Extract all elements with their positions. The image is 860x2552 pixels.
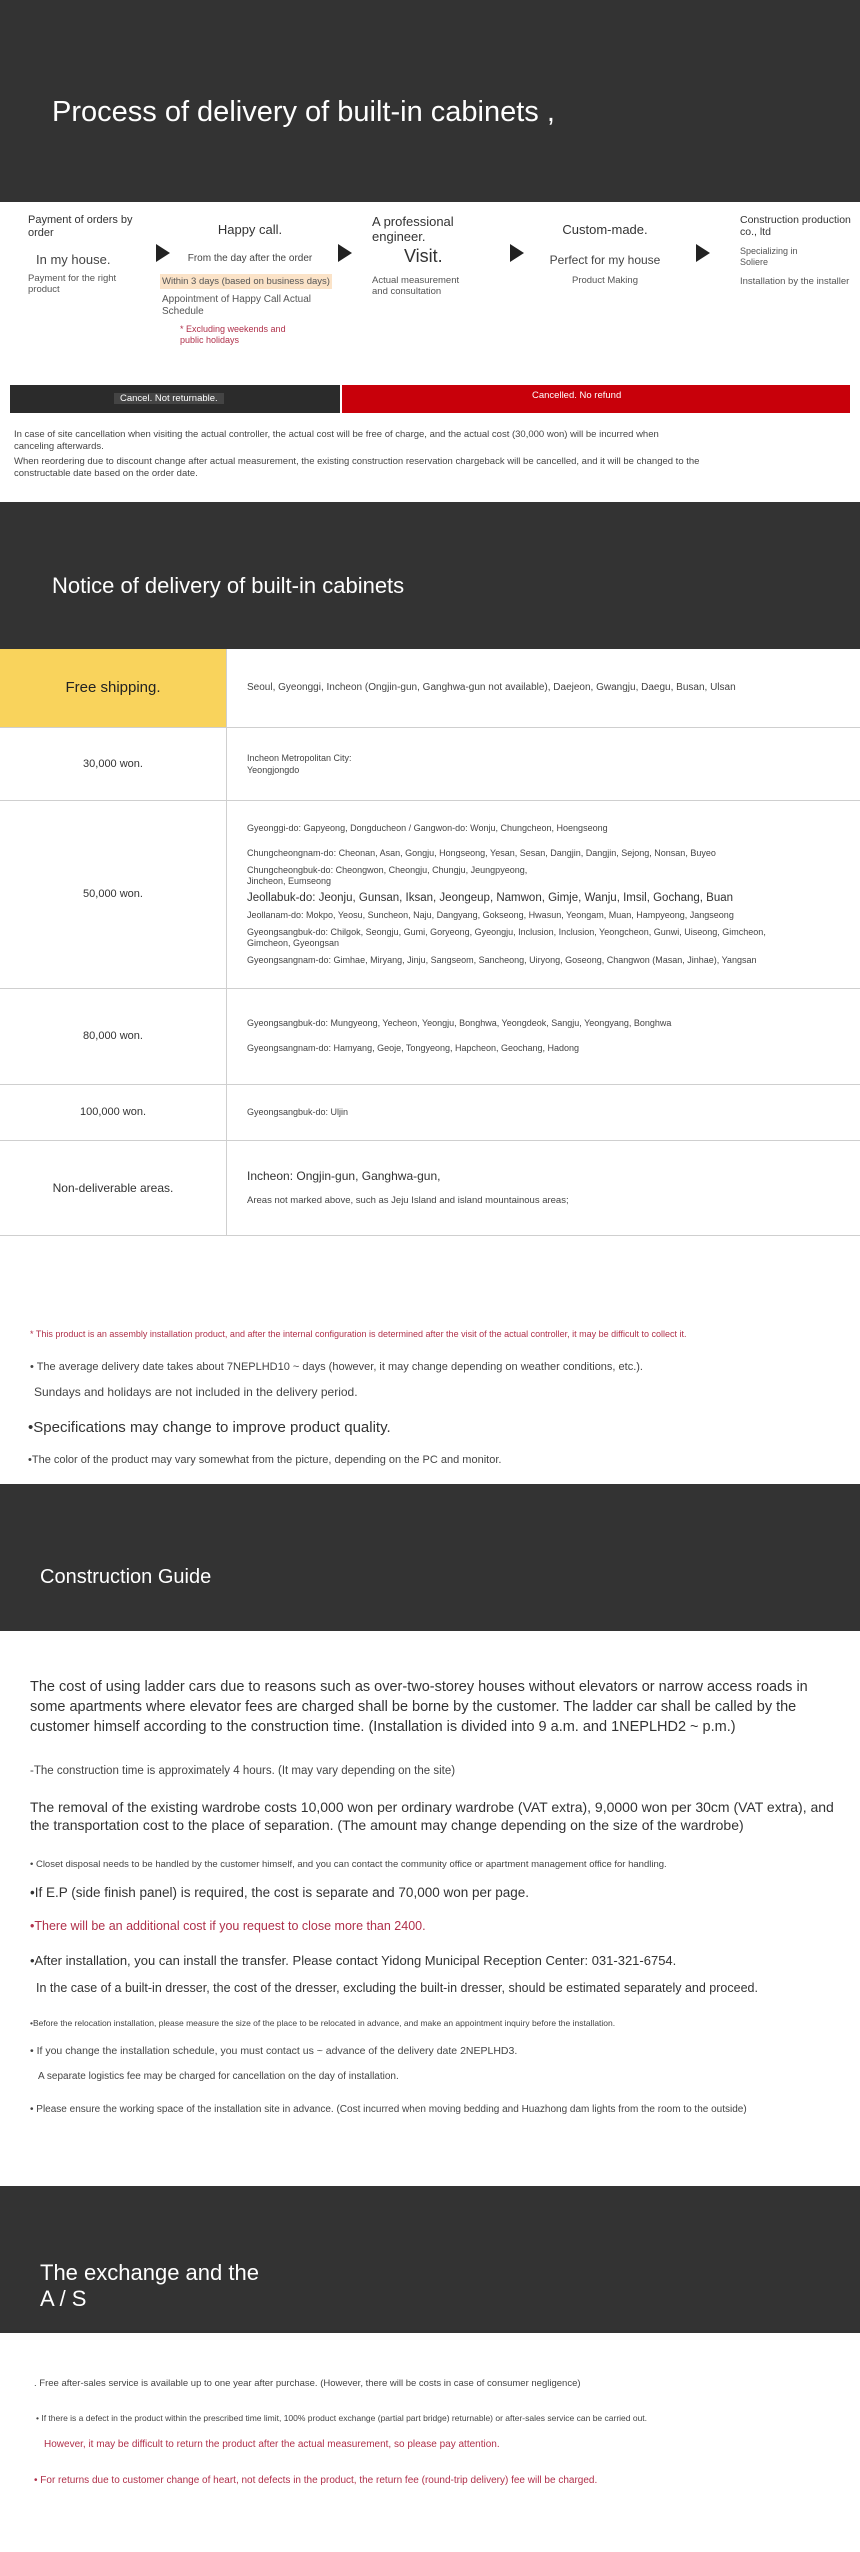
- table-row: [0, 988, 860, 1084]
- step-title: Payment of orders by order: [28, 214, 133, 239]
- regions-text: Incheon Metropolitan City: Yeongjongdo: [247, 752, 352, 775]
- return-difficulty-note: However, it may be difficult to return the product after the actual measurement, so please pay attention.: [44, 2439, 500, 2450]
- step-custom-made: [530, 222, 680, 286]
- exchange-as-section: [0, 2333, 860, 2520]
- process-title: Process of delivery of built-in cabinets ,: [52, 96, 555, 128]
- step-desc: Actual measurement and consultation: [372, 275, 460, 297]
- transfer-install-guide: •After installation, you can install the transfer. Please contact Yidong Municipal Reception Center: 031-321-6754.: [30, 1953, 677, 1968]
- region-line: Areas not marked above, such as Jeju Island and island mountainous areas;: [247, 1195, 569, 1206]
- region-line: Gyeongsangbuk-do: Mungyeong, Yecheon, Yeongju, Bonghwa, Yeongdeok, Sangju, Yeongyang, Bonghwa: [247, 1018, 672, 1028]
- table-row: [0, 1140, 860, 1235]
- closet-disposal-guide: • Closet disposal needs to be handled by the customer himself, and you can contact the community office or apartment management office for handling.: [30, 1859, 667, 1870]
- step-title: Happy call.: [217, 222, 283, 237]
- non-deliverable-regions: [227, 1140, 860, 1235]
- step-desc: Product Making: [571, 275, 638, 286]
- exchange-as-title: [40, 2260, 259, 2312]
- wardrobe-removal-guide: The removal of the existing wardrobe costs 10,000 won per ordinary wardrobe (VAT extra), 9,0000 won per 30cm (VAT extra), and the transportation cost to the place of separation. (The amount may change depending on the size of the wardrobe): [30, 1799, 834, 1833]
- construction-time-guide: -The construction time is approximately 4 hours. (It may vary depending on the site): [30, 1765, 456, 1777]
- region-line: Jeollanam-do: Mokpo, Yeosu, Suncheon, Naju, Dangyang, Gokseong, Hwasun, Yeongam, Muan, Hampyeong, Jangseong: [247, 909, 734, 920]
- exchange-as-banner: [0, 2186, 860, 2333]
- free-shipping-label: Free shipping.: [0, 649, 227, 727]
- arrow-icon: [510, 244, 524, 262]
- non-deliverable-label: Non-deliverable areas.: [0, 1140, 227, 1235]
- shipping-fee-table: [0, 649, 860, 1236]
- additional-cost-guide: •There will be an additional cost if you request to close more than 2400.: [30, 1919, 426, 1933]
- step-desc: Payment for the right product: [28, 273, 117, 295]
- arrow-icon: [338, 244, 352, 262]
- defect-exchange-note: • If there is a defect in the product within the prescribed time limit, 100% product exchange (partial part bridge) returnable) or after-sales service can be carried out.: [36, 2413, 648, 2423]
- no-refund-label: Cancelled. No refund: [532, 390, 622, 401]
- region-line: Gyeongsangnam-do: Gimhae, Miryang, Jinju, Sangseom, Sancheong, Uiryong, Goseong, Changwon (Masan, Jinhae), Yangsan: [247, 954, 757, 965]
- region-line: Chungcheongnam-do: Cheonan, Asan, Gongju, Hongseong, Yesan, Sesan, Dangjin, Dangjin, Sejong, Nonsan, Buyeo: [247, 847, 716, 858]
- price-50000: 50,000 won.: [0, 800, 227, 988]
- non-returnable-bar: [10, 385, 340, 413]
- exchange-as-title-line1: The exchange and the: [40, 2260, 259, 2285]
- step-title: A professional engineer.: [372, 214, 454, 244]
- return-fee-note: • For returns due to customer change of heart, not defects in the product, the return fee (round-trip delivery) fee will be charged.: [34, 2475, 598, 2486]
- assembly-notice: * This product is an assembly installation product, and after the internal configuration is determined after the visit of the actual controller, it may be difficult to collect it.: [30, 1329, 687, 1339]
- price-30000: 30,000 won.: [0, 727, 227, 800]
- step-engineer-visit: [372, 214, 492, 297]
- step-note: Appointment of Happy Call Actual Schedule: [162, 294, 311, 317]
- construction-guide-section: [0, 1631, 860, 2186]
- delivery-date-notice: • The average delivery date takes about 7NEPLHD10 ~ days (however, it may change depending on weather conditions, etc.).: [30, 1361, 643, 1373]
- holidays-notice: Sundays and holidays are not included in the delivery period.: [34, 1385, 358, 1399]
- region-line: Gyeongsangbuk-do: Chilgok, Seongju, Gumi, Goryeong, Gyeongju, Inclusion, Inclusion, Yeongcheon, Gunwi, Uiseong, Gimcheon, Gimcheon, Gyeongsan: [247, 926, 766, 948]
- table-row: [0, 649, 860, 727]
- no-refund-bar: [342, 385, 850, 413]
- step-sub: Perfect for my house: [549, 253, 661, 267]
- step-sub: In my house.: [36, 252, 111, 267]
- table-row: [0, 800, 860, 988]
- construction-guide-title: Construction Guide: [40, 1566, 212, 1588]
- process-banner: [0, 0, 860, 202]
- relocation-measure-guide: •Before the relocation installation, please measure the size of the place to be relocated in advance, and make an appointment inquiry before the installation.: [30, 2018, 616, 2028]
- free-shipping-regions: Seoul, Gyeonggi, Incheon (Ongjin-gun, Ganghwa-gun not available), Daejeon, Gwangju, Daegu, Busan, Ulsan: [227, 649, 860, 727]
- reorder-note: When reordering due to discount change after actual measurement, the existing construction reservation chargeback will be cancelled, and it will be changed to the constructable date based on the order date.: [14, 456, 700, 479]
- region-line: Gyeonggi-do: Gapyeong, Dongducheon / Gangwon-do: Wonju, Chungcheon, Hoengseong: [247, 822, 608, 833]
- step-note-red: * Excluding weekends and public holidays: [180, 324, 286, 345]
- built-in-dresser-guide: In the case of a built-in dresser, the cost of the dresser, excluding the built-in dresser, should be estimated separately and proceed.: [36, 1981, 758, 1995]
- step-happy-call: [160, 222, 340, 346]
- step-title: Construction production co., ltd: [740, 214, 851, 238]
- step-title: Custom-made.: [562, 222, 648, 237]
- process-section: [0, 202, 860, 502]
- table-row: [0, 727, 860, 800]
- side-panel-guide: •If E.P (side finish panel) is required, the cost is separate and 70,000 won per page.: [30, 1885, 530, 1900]
- region-line: Jeollabuk-do: Jeonju, Gunsan, Iksan, Jeongeup, Namwon, Gimje, Wanju, Imsil, Gochang, Buan: [247, 891, 734, 904]
- step-sub: Visit.: [404, 246, 443, 266]
- regions-100000: Gyeongsangbuk-do: Uljin: [227, 1084, 860, 1140]
- ladder-car-guide: The cost of using ladder cars due to reasons such as over-two-storey houses without elevators or narrow access roads in some apartments where elevator fees are charged shall be borne by the customer. The ladder car shall be called by the customer himself according to the construction time. (Installation is divided into 9 a.m. and 1NEPLHD2 ~ p.m.): [30, 1679, 808, 1735]
- region-line: Chungcheongbuk-do: Cheongwon, Cheongju, Chungju, Jeungpyeong, Jincheon, Eumseong: [247, 864, 528, 886]
- regions-30000: [227, 727, 860, 800]
- spec-change-notice: •Specifications may change to improve product quality.: [28, 1419, 391, 1436]
- step-installation: [740, 214, 855, 287]
- non-returnable-label: Cancel. Not returnable.: [114, 393, 224, 404]
- exchange-as-title-line2: A / S: [40, 2286, 87, 2311]
- regions-50000: [227, 800, 860, 988]
- regions-80000: [227, 988, 860, 1084]
- step-sub: From the day after the order: [187, 253, 313, 264]
- cancellation-note: In case of site cancellation when visiting the actual controller, the actual cost will be free of charge, and the actual cost (30,000 won) will be incurred when canceling afterwards.: [14, 429, 659, 452]
- color-notice: •The color of the product may vary somewhat from the picture, depending on the PC and monitor.: [28, 1454, 502, 1466]
- table-row: [0, 1084, 860, 1140]
- step-desc: Installation by the installer: [740, 276, 850, 287]
- after-sales-note: . Free after-sales service is available up to one year after purchase. (However, there will be costs in case of consumer negligence): [34, 2378, 581, 2389]
- working-space-guide: • Please ensure the working space of the installation site in advance. (Cost incurred when moving bedding and Huazhong dam lights from the room to the outside): [30, 2104, 747, 2115]
- schedule-change-guide: • If you change the installation schedule, you must contact us ~ advance of the delivery date 2NEPLHD3.: [30, 2045, 518, 2057]
- price-80000: 80,000 won.: [0, 988, 227, 1084]
- delivery-notice-section: [0, 649, 860, 1484]
- logistics-fee-guide: A separate logistics fee may be charged for cancellation on the day of installation.: [38, 2071, 399, 2082]
- region-line: Incheon: Ongjin-gun, Ganghwa-gun,: [247, 1169, 441, 1183]
- construction-guide-banner: [0, 1484, 860, 1631]
- price-100000: 100,000 won.: [0, 1084, 227, 1140]
- delivery-notice-banner: [0, 502, 860, 649]
- step-note-highlight: Within 3 days (based on business days): [162, 276, 330, 287]
- step-sub: Specializing in Soliere: [740, 246, 798, 267]
- step-payment: [28, 214, 138, 295]
- delivery-notice-title: Notice of delivery of built-in cabinets: [52, 573, 405, 598]
- region-line: Gyeongsangnam-do: Hamyang, Geoje, Tongyeong, Hapcheon, Geochang, Hadong: [247, 1043, 580, 1053]
- arrow-icon: [696, 244, 710, 262]
